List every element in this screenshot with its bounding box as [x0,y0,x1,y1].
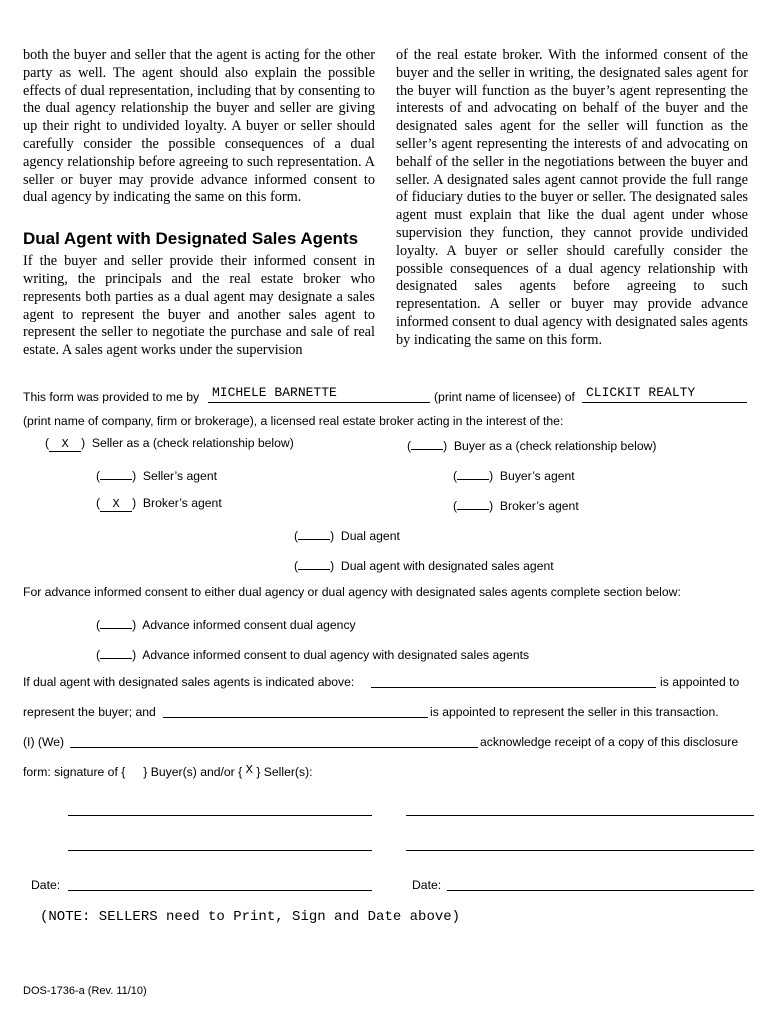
represent-buyer-label: represent the buyer; and [23,705,156,719]
brokers-agent-left-check-box[interactable]: X [100,498,132,512]
dual-designated-check-box[interactable] [298,556,330,570]
advance-dual-label: Advance informed consent dual agency [142,618,356,632]
seller-check-box[interactable]: X [49,438,81,452]
if-dual-designated-label: If dual agent with designated sales agents is indicated above: [23,675,355,689]
dual-agent-check-box[interactable] [298,526,330,540]
signature-of-row [23,765,313,780]
is-appointed-to-label: is appointed to [660,675,740,689]
dual-agent-row[interactable]: ( ) Dual agent [294,526,400,543]
signature-line-right-2[interactable] [406,850,754,851]
appointed-seller-label: is appointed to represent the seller in this transaction. [430,705,719,719]
company-line-label: (print name of company, firm or brokerage), a licensed real estate broker acting in the interest of the: [23,414,564,428]
buyer-checkbox-row[interactable]: ( ) Buyer as a (check relationship below) [407,436,656,453]
advance-consent-intro: For advance informed consent to either dual agency or dual agency with designated sales agents complete section below: [23,585,681,599]
brokers-agent-right-row[interactable]: ( ) Broker’s agent [453,496,579,513]
acknowledge-label: acknowledge receipt of a copy of this disclosure [480,735,739,749]
signature-line-left-2[interactable] [68,850,372,851]
right-text-column [396,47,748,350]
sellers-agent-row[interactable]: ( ) Seller’s agent [96,466,217,483]
licensee-name-line[interactable] [208,402,430,403]
dual-agent-label: Dual agent [340,529,400,543]
signature-line-left-1[interactable] [68,815,372,816]
advance-dual-check-box[interactable] [100,615,132,629]
signature-of-label: form: signature of { [23,765,126,779]
i-we-label: (I) (We) [23,735,65,749]
advance-designated-label: Advance informed consent to dual agency with designated sales agents [142,648,530,662]
print-licensee-label: (print name of licensee) of [434,390,575,404]
form-id-footer: DOS-1736-a (Rev. 11/10) [23,985,147,997]
seller-signature-mark[interactable]: X [245,763,253,777]
brokers-agent-left-row[interactable]: ( X ) Broker’s agent [96,496,222,511]
section-heading-dual-agent-designated: Dual Agent with Designated Sales Agents [23,229,359,249]
i-we-name-line[interactable] [70,747,478,748]
company-name-value[interactable]: CLICKIT REALTY [586,385,696,400]
seller-label: Seller as a (check relationship below) [91,436,294,450]
left-paragraph-1: both the buyer and seller that the agent is acting for the other party as well. The agent should also explain the possible effects of dual representation, including that by consenting to the dual agency relationship the buyer and seller are giving up their right to undivided loyalty. A buyer or seller should carefully consider the possible consequences of a dual agency relationship before agreeing to such representation. A seller or buyer may provide advance informed consent to dual agency by indicating the same on this form. [23,47,375,206]
date-left-label: Date: [31,878,61,892]
date-left-line[interactable] [68,890,372,891]
buyers-agent-row[interactable]: ( ) Buyer’s agent [453,466,575,483]
buyers-agent-check-box[interactable] [457,466,489,480]
advance-designated-check-box[interactable] [100,645,132,659]
seller-sales-agent-line[interactable] [163,717,428,718]
brokers-agent-right-label: Broker’s agent [499,499,579,513]
seller-signature-label: } Seller(s): [256,765,313,779]
left-paragraph-2: If the buyer and seller provide their informed consent in writing, the principals and the real estate broker who represents both parties as a dual agent may designate a sales agent to represent the buyer and another sales agent to represent the seller to negotiate the purchase and sale of real estate. A sales agent works under the supervision [23,253,375,359]
date-right-line[interactable] [447,890,754,891]
buyer-signature-label: } Buyer(s) and/or { [143,765,243,779]
seller-checkbox-row[interactable]: ( X ) Seller as a (check relationship below) [45,436,294,451]
licensee-name-value[interactable]: MICHELE BARNETTE [212,385,337,400]
signature-line-right-1[interactable] [406,815,754,816]
provided-by-label: This form was provided to me by [23,390,200,404]
dual-designated-label: Dual agent with designated sales agent [340,559,554,573]
buyers-agent-label: Buyer’s agent [499,469,575,483]
brokers-agent-right-check-box[interactable] [457,496,489,510]
left-text-column [23,47,375,360]
buyer-check-box[interactable] [411,436,443,450]
advance-dual-row[interactable]: ( ) Advance informed consent dual agency [96,615,356,632]
sellers-agent-check-box[interactable] [100,466,132,480]
sellers-agent-label: Seller’s agent [142,469,217,483]
sellers-note: (NOTE: SELLERS need to Print, Sign and Date above) [40,909,461,925]
buyer-sales-agent-line[interactable] [371,687,656,688]
right-paragraph-1: of the real estate broker. With the informed consent of the buyer and the seller in writing, the designated sales agent for the buyer will function as the buyer’s agent representing the interests of and advocating on behalf of the buyer and the designated sales agent for the seller will function as the seller’s agent representing the interests of and advocating on behalf of the seller in the negotiations between the buyer and seller. A designated sales agent cannot provide the full range of fiduciary duties to the buyer or seller. The designated sales agent must explain that like the dual agent under whose supervision they function, they cannot provide undivided loyalty. A buyer or seller should carefully consider the possible consequences of a dual agency relationship with designated sales agents before agreeing to such representation. A seller or buyer may provide advance informed consent to dual agency with designated sales agents by indicating the same on this form. [396,47,748,348]
dual-designated-row[interactable]: ( ) Dual agent with designated sales agent [294,556,554,573]
date-right-label: Date: [412,878,442,892]
company-name-line[interactable] [582,402,747,403]
advance-designated-row[interactable]: ( ) Advance informed consent to dual agency with designated sales agents [96,645,529,662]
buyer-label: Buyer as a (check relationship below) [453,439,657,453]
brokers-agent-left-label: Broker’s agent [142,496,222,510]
